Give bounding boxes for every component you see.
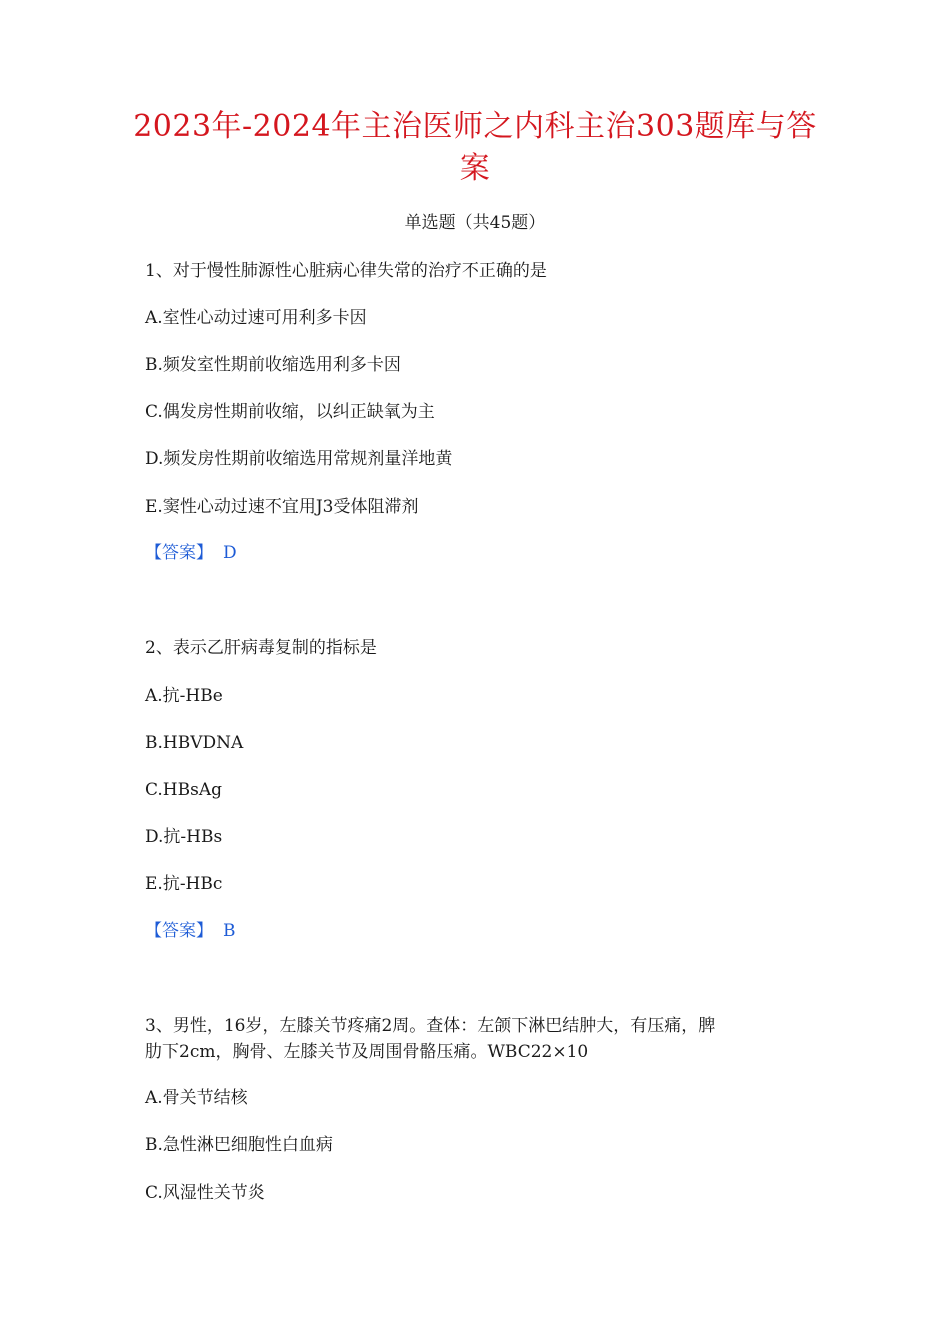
section-heading: 单选题（共45题） <box>404 213 546 233</box>
question-1-stem: 1、对于慢性肺源性心脏病心律失常的治疗不正确的是 <box>145 261 547 281</box>
question-1-option-c: C.偶发房性期前收缩，以纠正缺氧为主 <box>145 402 435 422</box>
document-title <box>120 106 830 190</box>
question-2-option-b: B.HBVDNA <box>145 733 244 753</box>
question-1-option-a: A.室性心动过速可用利多卡因 <box>145 308 367 328</box>
question-3-option-a: A.骨关节结核 <box>145 1088 248 1108</box>
question-3-option-b: B.急性淋巴细胞性白血病 <box>145 1135 333 1155</box>
question-3-option-c: C.风湿性关节炎 <box>145 1183 265 1203</box>
question-2-option-d: D.抗-HBs <box>145 827 223 847</box>
title-line-1: 2023年-2024年主治医师之内科主治303题库与答 <box>133 109 817 144</box>
question-1-option-d: D.频发房性期前收缩选用常规剂量洋地黄 <box>145 449 453 469</box>
answer-value: B <box>223 921 236 941</box>
question-2-option-a: A.抗-HBe <box>145 686 223 706</box>
question-2-answer <box>145 918 805 944</box>
answer-label: 【答案】 <box>145 543 213 563</box>
question-2-stem: 2、表示乙肝病毒复制的指标是 <box>145 638 377 658</box>
answer-value: D <box>223 543 237 563</box>
answer-label: 【答案】 <box>145 921 213 941</box>
question-2-option-c: C.HBsAg <box>145 780 223 800</box>
question-1-answer <box>145 540 805 566</box>
question-3-stem-line-2: 肋下2cm，胸骨、左膝关节及周围骨骼压痛。WBC22×10 <box>145 1042 589 1062</box>
title-line-2: 案 <box>459 151 491 186</box>
question-1-option-b: B.频发室性期前收缩选用利多卡因 <box>145 355 401 375</box>
question-2-option-e: E.抗-HBc <box>145 874 223 894</box>
question-1-option-e: E.窦性心动过速不宜用J3受体阻滞剂 <box>145 497 419 517</box>
question-3-stem-line-1: 3、男性，16岁，左膝关节疼痛2周。查体：左颌下淋巴结肿大，有压痛，脾 <box>145 1016 716 1036</box>
